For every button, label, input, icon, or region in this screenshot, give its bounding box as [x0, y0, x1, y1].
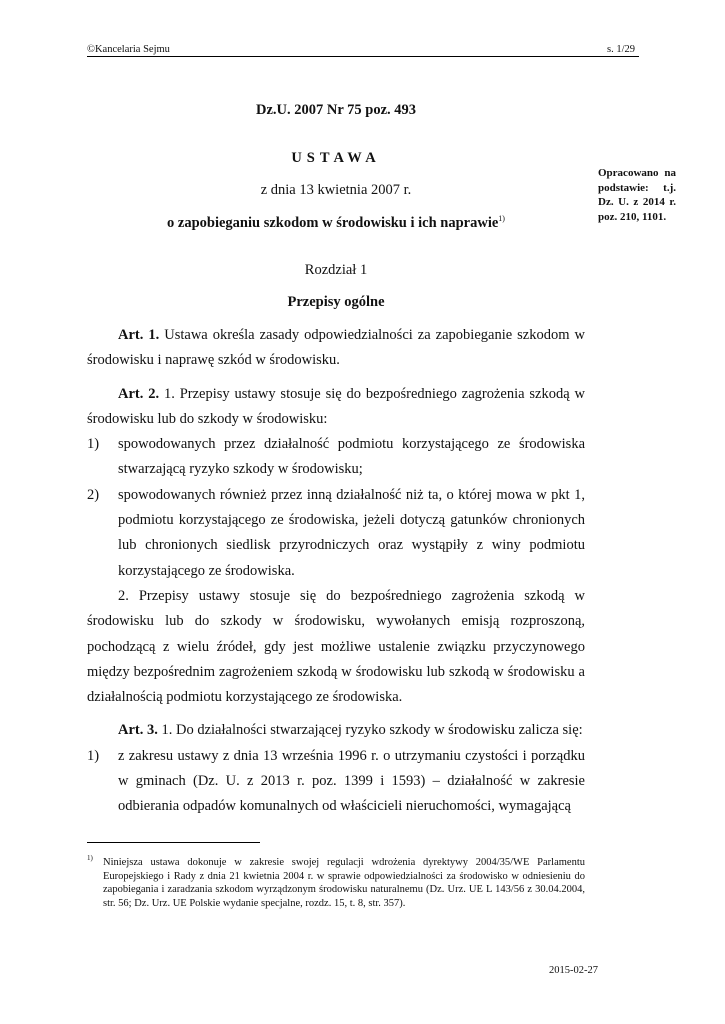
act-subject: [87, 214, 585, 232]
footnote-ref[interactable]: 1): [498, 214, 505, 223]
article-2-text: 1. Przepisy ustawy stosuje się do bezpośredniego zagrożenia szkodą w środowisku lub do szkody w środowisku:: [87, 385, 585, 427]
list-item: [87, 744, 585, 820]
list-item-text: spowodowanych również przez inną działalność niż ta, o której mowa w pkt 1, podmiotu korzystającego ze środowiska, jeżeli dotyczą gatunków chronionych lub chronionych siedlisk przyrodniczych oraz wystąpiły z winy podmiotu korzystającego ze środowiska.: [118, 486, 585, 579]
chapter-title: Przepisy ogólne: [287, 294, 385, 310]
page-number: s. 1/29: [607, 44, 636, 55]
list-item-number: 2): [87, 486, 100, 503]
consolidation-note: Opracowano na podstawie: t.j. Dz. U. z 2014 r. poz. 210, 1101.: [598, 167, 676, 223]
act-subject-text: o zapobieganiu szkodom w środowisku i ich naprawie: [167, 214, 499, 231]
journal-reference: Dz.U. 2007 Nr 75 poz. 493: [255, 102, 417, 118]
footnote-text: Niniejsza ustawa dokonuje w zakresie swojej regulacji wdrożenia dyrektywy 2004/35/WE Parlamentu Europejskiego i Rady z dnia 21 kwietnia 2004 r. w sprawie odpowiedzialności za środowisko w odniesieniu do zapobiegania i zaradzania szkodom wyrządzonym środowisku naturalnemu (Dz. Urz. UE L 143/56 z 30.04.2004, str. 56; Dz. Urz. UE Polskie wydanie specjalne, rozdz. 15, t. 8, str. 357).: [103, 857, 585, 909]
list-item-number: 1): [87, 747, 100, 764]
header-source: ©Kancelaria Sejmu: [87, 44, 170, 55]
article-1-label: Art. 1.: [118, 327, 160, 343]
article-3: [87, 718, 585, 743]
list-item: [87, 432, 585, 483]
list-item: [87, 483, 585, 584]
article-2-label: Art. 2.: [118, 385, 160, 402]
list-item-text: spowodowanych przez działalność podmiotu korzystającego ze środowiska stwarzającą ryzyko szkody w środowisku;: [118, 436, 585, 478]
article-2: [87, 382, 585, 433]
article-1: [87, 323, 585, 374]
article-3-text: 1. Do działalności stwarzającej ryzyko szkody w środowisku zalicza się:: [157, 722, 583, 739]
article-1-text: Ustawa określa zasady odpowiedzialności za zapobieganie szkodom w środowisku i naprawę szkód w środowisku.: [87, 327, 585, 369]
act-type: USTAWA: [291, 150, 381, 166]
footnote: [87, 856, 585, 910]
header-rule: [87, 56, 639, 57]
act-date: z dnia 13 kwietnia 2007 r.: [260, 182, 412, 198]
article-2-paragraph-2: 2. Przepisy ustawy stosuje się do bezpośredniego zagrożenia szkodą w środowisku lub do szkody w środowisku, wywołanych emisją rozproszoną, pochodzącą z wielu źródeł, gdy jest możliwe ustalenie związku przyczynowego między bezpośrednim zagrożeniem szkodą w środowisku lub szkodą w środowisku a działalnością podmiotu korzystającego ze środowiska.: [87, 587, 585, 706]
list-item-number: 1): [87, 436, 100, 453]
footer-date: 2015-02-27: [549, 965, 598, 976]
chapter-number: Rozdział 1: [304, 262, 368, 278]
list-item-text: z zakresu ustawy z dnia 13 września 1996 r. o utrzymaniu czystości i porządku w gminach (Dz. U. z 2013 r. poz. 1399 i 1593) – działalność w zakresie odbierania odpadów komunalnych od właścicieli nieruchomości, wymagającą: [118, 747, 585, 815]
footnote-marker: 1): [87, 854, 93, 862]
document-body: [87, 323, 585, 820]
footnote-rule: [87, 842, 260, 843]
article-3-label: Art. 3.: [118, 722, 158, 739]
